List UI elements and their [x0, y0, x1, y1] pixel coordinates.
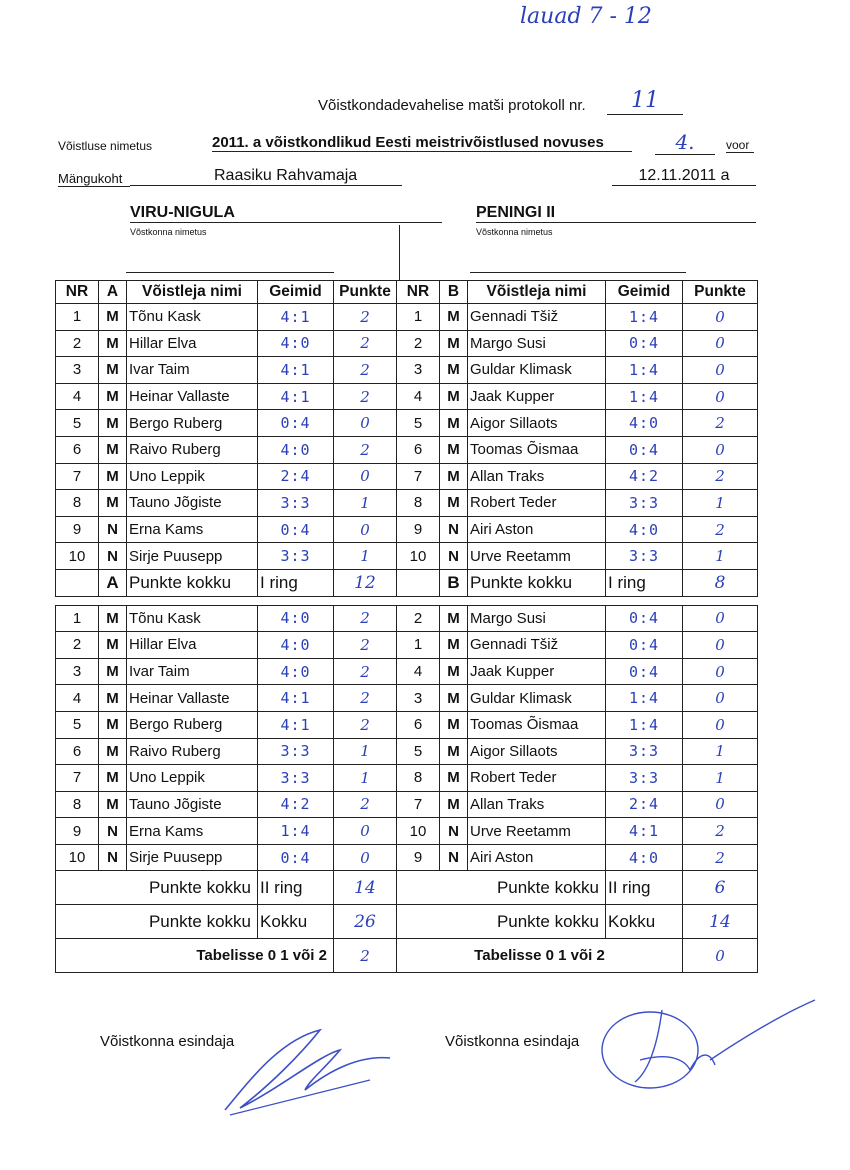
table-row	[56, 844, 758, 871]
player-b-points: 0	[683, 685, 758, 712]
player-a-gender: M	[99, 383, 127, 410]
player-a-number: 5	[56, 711, 99, 738]
player-b-name: Margo Susi	[468, 605, 606, 632]
player-a-gender: M	[99, 330, 127, 357]
player-b-points: 0	[683, 658, 758, 685]
player-a-games: 4:1	[258, 357, 334, 384]
player-a-games: 4:1	[258, 304, 334, 331]
player-b-gender: M	[440, 711, 468, 738]
player-a-number: 6	[56, 436, 99, 463]
ring1-total-a-points: 12	[334, 569, 397, 596]
player-b-number: 1	[397, 304, 440, 331]
grand-total-b-label: Punkte kokku	[397, 905, 606, 939]
player-b-number: 5	[397, 410, 440, 437]
player-a-games: 4:0	[258, 658, 334, 685]
player-a-points: 2	[334, 658, 397, 685]
player-b-points: 1	[683, 543, 758, 570]
round-label: voor	[726, 138, 754, 153]
header-a: A	[99, 281, 127, 304]
player-b-number: 9	[397, 844, 440, 871]
player-b-number: 7	[397, 791, 440, 818]
ring1-total-b-points: 8	[683, 569, 758, 596]
header-b: B	[440, 281, 468, 304]
player-a-name: Sirje Puusepp	[127, 844, 258, 871]
player-b-number: 10	[397, 818, 440, 845]
venue-label: Mängukoht	[58, 171, 130, 187]
player-a-name: Bergo Ruberg	[127, 410, 258, 437]
ring1-total-empty-a	[56, 569, 99, 596]
player-a-gender: M	[99, 410, 127, 437]
player-a-gender: M	[99, 632, 127, 659]
player-b-name: Robert Teder	[468, 490, 606, 517]
player-b-number: 1	[397, 632, 440, 659]
player-b-gender: M	[440, 791, 468, 818]
ring1-total-empty-b	[397, 569, 440, 596]
player-b-name: Guldar Klimask	[468, 357, 606, 384]
player-b-number: 2	[397, 330, 440, 357]
player-a-name: Erna Kams	[127, 818, 258, 845]
player-a-name: Erna Kams	[127, 516, 258, 543]
table-row	[56, 818, 758, 845]
grand-total-a-word: Kokku	[258, 905, 334, 939]
player-b-name: Urve Reetamm	[468, 818, 606, 845]
header-points-a: Punkte	[334, 281, 397, 304]
ring2-total-b-points: 6	[683, 871, 758, 905]
player-b-name: Airi Aston	[468, 844, 606, 871]
competition-name: 2011. a võistkondlikud Eesti meistrivõistlused novuses	[212, 134, 632, 152]
player-b-name: Toomas Õismaa	[468, 711, 606, 738]
table-result-b-label: Tabelisse 0 1 või 2	[397, 939, 683, 973]
table-result-a-value: 2	[334, 939, 397, 973]
top-handwritten-note: lauad 7 - 12	[520, 4, 652, 29]
player-a-games: 2:4	[258, 463, 334, 490]
player-b-gender: M	[440, 765, 468, 792]
player-a-gender: M	[99, 357, 127, 384]
player-b-games: 3:3	[606, 490, 683, 517]
player-a-points: 2	[334, 330, 397, 357]
player-b-number: 4	[397, 658, 440, 685]
grand-total-b-word: Kokku	[606, 905, 683, 939]
player-a-points: 0	[334, 463, 397, 490]
player-b-points: 0	[683, 436, 758, 463]
player-b-number: 9	[397, 516, 440, 543]
player-b-games: 3:3	[606, 765, 683, 792]
player-b-points: 0	[683, 632, 758, 659]
player-b-games: 4:0	[606, 844, 683, 871]
player-b-gender: M	[440, 383, 468, 410]
protocol-label: Võistkondadevahelise matši protokoll nr.	[318, 97, 586, 114]
player-b-points: 1	[683, 490, 758, 517]
player-b-name: Jaak Kupper	[468, 383, 606, 410]
header-nr-a: NR	[56, 281, 99, 304]
player-a-number: 9	[56, 516, 99, 543]
table-result-b-value: 0	[683, 939, 758, 973]
player-a-name: Raivo Ruberg	[127, 738, 258, 765]
player-a-gender: M	[99, 304, 127, 331]
table-row	[56, 516, 758, 543]
table-row	[56, 685, 758, 712]
player-b-games: 2:4	[606, 791, 683, 818]
player-b-name: Guldar Klimask	[468, 685, 606, 712]
table-row	[56, 738, 758, 765]
section-separator	[56, 596, 758, 605]
table-row	[56, 410, 758, 437]
player-b-points: 0	[683, 791, 758, 818]
player-b-points: 1	[683, 765, 758, 792]
player-a-number: 7	[56, 463, 99, 490]
player-b-name: Toomas Õismaa	[468, 436, 606, 463]
team-divider	[399, 225, 400, 280]
player-b-number: 4	[397, 383, 440, 410]
player-a-gender: M	[99, 658, 127, 685]
player-a-name: Heinar Vallaste	[127, 685, 258, 712]
player-a-name: Hillar Elva	[127, 632, 258, 659]
player-a-games: 4:0	[258, 605, 334, 632]
player-a-gender: M	[99, 711, 127, 738]
player-b-name: Allan Traks	[468, 791, 606, 818]
player-b-gender: N	[440, 516, 468, 543]
player-a-gender: N	[99, 844, 127, 871]
player-a-number: 5	[56, 410, 99, 437]
player-b-number: 8	[397, 490, 440, 517]
player-b-number: 2	[397, 605, 440, 632]
table-row	[56, 632, 758, 659]
table-row	[56, 711, 758, 738]
player-b-number: 6	[397, 436, 440, 463]
player-b-number: 6	[397, 711, 440, 738]
player-b-number: 7	[397, 463, 440, 490]
player-b-games: 0:4	[606, 632, 683, 659]
player-a-points: 2	[334, 436, 397, 463]
player-b-gender: M	[440, 304, 468, 331]
header-games-a: Geimid	[258, 281, 334, 304]
table-header-row	[56, 281, 758, 304]
grand-total-a-points: 26	[334, 905, 397, 939]
player-a-name: Uno Leppik	[127, 463, 258, 490]
player-a-number: 7	[56, 765, 99, 792]
player-a-gender: M	[99, 738, 127, 765]
player-b-games: 0:4	[606, 436, 683, 463]
player-b-games: 3:3	[606, 543, 683, 570]
player-a-points: 0	[334, 410, 397, 437]
player-b-games: 1:4	[606, 711, 683, 738]
table-row	[56, 436, 758, 463]
player-b-points: 0	[683, 357, 758, 384]
player-a-name: Ivar Taim	[127, 658, 258, 685]
team-a-caption: Võstkonna nimetus	[130, 227, 207, 237]
player-b-games: 4:0	[606, 516, 683, 543]
player-b-gender: N	[440, 844, 468, 871]
signature-b-icon	[590, 990, 820, 1100]
player-b-name: Urve Reetamm	[468, 543, 606, 570]
player-a-name: Tauno Jõgiste	[127, 490, 258, 517]
separator-cell	[56, 596, 758, 605]
table-row	[56, 658, 758, 685]
team-b-caption: Võstkonna nimetus	[476, 227, 553, 237]
signature-a-icon	[210, 1010, 400, 1120]
player-b-name: Allan Traks	[468, 463, 606, 490]
header-points-b: Punkte	[683, 281, 758, 304]
player-a-points: 2	[334, 357, 397, 384]
player-a-points: 1	[334, 490, 397, 517]
venue-value: Raasiku Rahvamaja	[130, 167, 402, 186]
player-a-number: 6	[56, 738, 99, 765]
ring1-total-b-ring: I ring	[606, 569, 683, 596]
player-a-number: 10	[56, 844, 99, 871]
player-b-name: Gennadi Tšiž	[468, 304, 606, 331]
player-b-points: 2	[683, 463, 758, 490]
player-b-name: Aigor Sillaots	[468, 738, 606, 765]
player-b-name: Margo Susi	[468, 330, 606, 357]
player-a-points: 2	[334, 791, 397, 818]
player-a-points: 0	[334, 516, 397, 543]
player-b-name: Aigor Sillaots	[468, 410, 606, 437]
player-a-points: 2	[334, 632, 397, 659]
protocol-table	[55, 280, 758, 973]
player-b-number: 5	[397, 738, 440, 765]
player-b-name: Gennadi Tšiž	[468, 632, 606, 659]
player-b-games: 4:2	[606, 463, 683, 490]
player-a-games: 0:4	[258, 516, 334, 543]
player-b-name: Airi Aston	[468, 516, 606, 543]
player-a-name: Raivo Ruberg	[127, 436, 258, 463]
player-b-number: 8	[397, 765, 440, 792]
player-a-games: 4:0	[258, 330, 334, 357]
player-a-games: 1:4	[258, 818, 334, 845]
table-row	[56, 490, 758, 517]
player-a-number: 1	[56, 304, 99, 331]
team-a-name: VIRU-NIGULA	[130, 204, 442, 223]
player-a-games: 4:1	[258, 383, 334, 410]
player-a-points: 0	[334, 818, 397, 845]
player-a-points: 2	[334, 304, 397, 331]
player-a-number: 2	[56, 330, 99, 357]
header-player-b: Võistleja nimi	[468, 281, 606, 304]
team-a-rep-line	[126, 272, 334, 273]
ring2-total-row	[56, 871, 758, 905]
player-b-gender: N	[440, 818, 468, 845]
table-result-row	[56, 939, 758, 973]
player-b-games: 4:0	[606, 410, 683, 437]
player-b-games: 1:4	[606, 685, 683, 712]
player-a-gender: N	[99, 818, 127, 845]
header-games-b: Geimid	[606, 281, 683, 304]
player-b-points: 0	[683, 304, 758, 331]
player-b-gender: M	[440, 357, 468, 384]
team-b-rep-line	[470, 272, 686, 273]
player-b-points: 0	[683, 383, 758, 410]
grand-total-row	[56, 905, 758, 939]
table-row	[56, 791, 758, 818]
player-b-games: 1:4	[606, 383, 683, 410]
signature-label-b: Võistkonna esindaja	[445, 1033, 580, 1050]
player-a-points: 1	[334, 738, 397, 765]
player-a-name: Uno Leppik	[127, 765, 258, 792]
player-a-name: Hillar Elva	[127, 330, 258, 357]
player-b-number: 10	[397, 543, 440, 570]
player-b-gender: M	[440, 605, 468, 632]
player-a-name: Heinar Vallaste	[127, 383, 258, 410]
ring1-total-b-letter: B	[440, 569, 468, 596]
player-b-games: 1:4	[606, 304, 683, 331]
player-a-gender: M	[99, 463, 127, 490]
player-a-points: 1	[334, 765, 397, 792]
player-b-points: 0	[683, 711, 758, 738]
table-row	[56, 330, 758, 357]
player-b-points: 2	[683, 844, 758, 871]
player-a-gender: M	[99, 791, 127, 818]
ring2-total-a-points: 14	[334, 871, 397, 905]
player-a-games: 3:3	[258, 765, 334, 792]
player-b-gender: M	[440, 738, 468, 765]
table-row	[56, 304, 758, 331]
player-a-games: 4:0	[258, 436, 334, 463]
grand-total-b-points: 14	[683, 905, 758, 939]
player-b-gender: M	[440, 410, 468, 437]
table-row	[56, 605, 758, 632]
player-a-name: Ivar Taim	[127, 357, 258, 384]
player-b-points: 2	[683, 410, 758, 437]
player-b-games: 0:4	[606, 330, 683, 357]
player-b-gender: M	[440, 658, 468, 685]
player-a-name: Tõnu Kask	[127, 605, 258, 632]
player-b-points: 0	[683, 605, 758, 632]
table-row	[56, 543, 758, 570]
player-b-gender: M	[440, 463, 468, 490]
table-row	[56, 463, 758, 490]
ring1-total-row	[56, 569, 758, 596]
player-a-games: 3:3	[258, 738, 334, 765]
player-a-games: 4:2	[258, 791, 334, 818]
player-b-points: 2	[683, 818, 758, 845]
player-a-gender: M	[99, 490, 127, 517]
player-a-points: 0	[334, 844, 397, 871]
ring1-total-b-label: Punkte kokku	[468, 569, 606, 596]
player-a-number: 9	[56, 818, 99, 845]
player-a-points: 2	[334, 685, 397, 712]
player-b-points: 2	[683, 516, 758, 543]
player-a-games: 0:4	[258, 410, 334, 437]
player-b-games: 1:4	[606, 357, 683, 384]
player-a-games: 4:0	[258, 632, 334, 659]
ring1-total-a-ring: I ring	[258, 569, 334, 596]
table-row	[56, 357, 758, 384]
player-b-number: 3	[397, 685, 440, 712]
player-a-games: 4:1	[258, 711, 334, 738]
table-row	[56, 383, 758, 410]
match-date: 12.11.2011 a	[612, 167, 756, 186]
player-a-points: 2	[334, 383, 397, 410]
player-a-number: 10	[56, 543, 99, 570]
player-b-gender: M	[440, 632, 468, 659]
ring1-total-a-label: Punkte kokku	[127, 569, 258, 596]
player-a-points: 2	[334, 605, 397, 632]
player-a-name: Tauno Jõgiste	[127, 791, 258, 818]
player-b-gender: M	[440, 490, 468, 517]
player-a-number: 2	[56, 632, 99, 659]
player-b-games: 0:4	[606, 605, 683, 632]
player-a-name: Sirje Puusepp	[127, 543, 258, 570]
player-b-name: Robert Teder	[468, 765, 606, 792]
player-b-points: 1	[683, 738, 758, 765]
table-result-a-label: Tabelisse 0 1 või 2	[56, 939, 334, 973]
player-a-number: 8	[56, 490, 99, 517]
grand-total-a-label: Punkte kokku	[56, 905, 258, 939]
player-a-name: Bergo Ruberg	[127, 711, 258, 738]
player-b-number: 3	[397, 357, 440, 384]
ring2-total-a-label: Punkte kokku	[56, 871, 258, 905]
player-b-points: 0	[683, 330, 758, 357]
player-a-gender: M	[99, 436, 127, 463]
player-b-games: 0:4	[606, 658, 683, 685]
round-number: 4.	[655, 130, 715, 155]
ring1-total-a-letter: A	[99, 569, 127, 596]
header-player-a: Võistleja nimi	[127, 281, 258, 304]
player-b-gender: N	[440, 543, 468, 570]
player-b-games: 3:3	[606, 738, 683, 765]
player-b-gender: M	[440, 436, 468, 463]
player-a-games: 0:4	[258, 844, 334, 871]
player-b-games: 4:1	[606, 818, 683, 845]
player-a-number: 3	[56, 658, 99, 685]
player-a-number: 4	[56, 685, 99, 712]
player-a-gender: N	[99, 516, 127, 543]
player-b-name: Jaak Kupper	[468, 658, 606, 685]
player-a-gender: M	[99, 765, 127, 792]
player-a-games: 4:1	[258, 685, 334, 712]
player-a-points: 1	[334, 543, 397, 570]
competition-label: Võistluse nimetus	[58, 139, 153, 153]
player-a-games: 3:3	[258, 543, 334, 570]
table-row	[56, 765, 758, 792]
player-a-games: 3:3	[258, 490, 334, 517]
player-a-number: 4	[56, 383, 99, 410]
player-a-gender: M	[99, 685, 127, 712]
header-nr-b: NR	[397, 281, 440, 304]
player-a-gender: M	[99, 605, 127, 632]
player-a-name: Tõnu Kask	[127, 304, 258, 331]
player-b-gender: M	[440, 685, 468, 712]
protocol-number: 11	[607, 88, 683, 115]
ring2-total-b-label: Punkte kokku	[397, 871, 606, 905]
player-a-points: 2	[334, 711, 397, 738]
player-b-gender: M	[440, 330, 468, 357]
team-b-name: PENINGI II	[476, 204, 756, 223]
player-a-number: 8	[56, 791, 99, 818]
player-a-number: 1	[56, 605, 99, 632]
ring2-total-a-ring: II ring	[258, 871, 334, 905]
signature-label-a: Võistkonna esindaja	[100, 1033, 235, 1050]
ring2-total-b-ring: II ring	[606, 871, 683, 905]
player-a-number: 3	[56, 357, 99, 384]
player-a-gender: N	[99, 543, 127, 570]
